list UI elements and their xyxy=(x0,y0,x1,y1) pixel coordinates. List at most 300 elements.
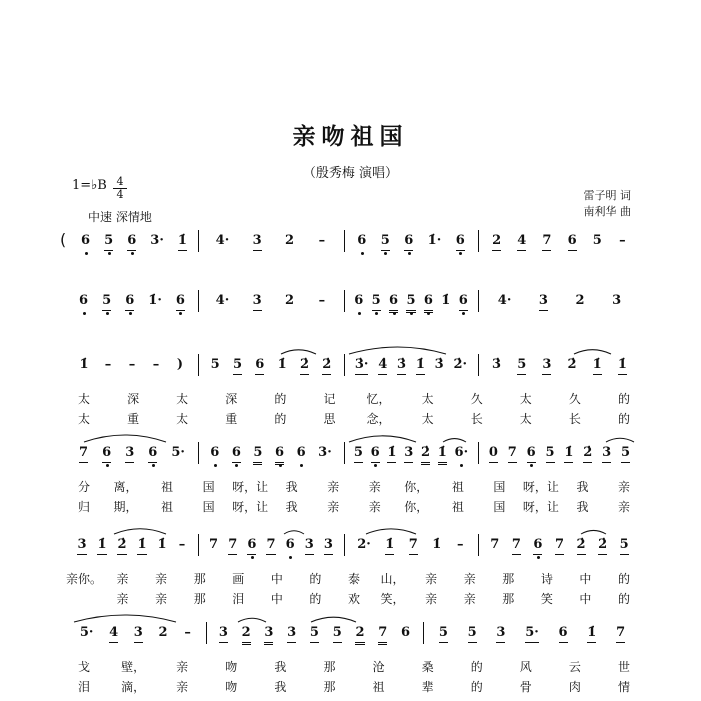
lyric-char: 泪 xyxy=(77,680,91,694)
lyric-char: 深 xyxy=(127,392,140,406)
jianpu-note: 2̇ xyxy=(577,536,586,555)
jianpu-note: 3 xyxy=(219,624,228,643)
slur xyxy=(443,439,466,442)
jianpu-note: – xyxy=(178,537,186,552)
lyric-char: 忆， xyxy=(366,392,391,406)
key-signature: 1=♭B xyxy=(72,178,107,193)
jianpu-note: 5 xyxy=(354,444,363,463)
lyric-char: 亲 xyxy=(327,500,340,514)
lyric-char: 中 xyxy=(270,592,283,606)
measure xyxy=(72,292,192,332)
barline xyxy=(344,442,345,464)
lyric-char: 深 xyxy=(225,392,238,406)
barline xyxy=(198,290,199,312)
jianpu-note: 1̇ xyxy=(387,444,396,463)
tempo-marking: 中速 深情地 xyxy=(88,210,152,224)
jianpu-note: 5 xyxy=(439,624,448,643)
jianpu-note: 6 xyxy=(148,444,157,463)
measure xyxy=(212,624,417,689)
jianpu-note: 1̇ xyxy=(178,232,187,251)
lyric-char: 我 xyxy=(274,660,287,674)
jianpu-note: 6 xyxy=(456,232,465,251)
jianpu-note: 5 xyxy=(333,624,342,643)
slur xyxy=(581,530,606,534)
measure xyxy=(484,444,635,504)
lyric-char: 亲 xyxy=(155,572,168,586)
jianpu-note: 3 xyxy=(404,444,413,463)
barline xyxy=(198,354,199,376)
jianpu-note: – xyxy=(128,357,136,372)
lyric-char: 笑， xyxy=(380,592,405,606)
jianpu-note: 5 xyxy=(253,444,262,465)
lyric-char: 吻 xyxy=(225,660,238,674)
jianpu-note: 5 xyxy=(620,536,629,555)
jianpu-note: 6 xyxy=(371,444,380,463)
lyric-char: 的 xyxy=(617,412,631,426)
slur xyxy=(349,436,416,442)
jianpu-note: 1̇ xyxy=(438,444,447,465)
slur xyxy=(281,350,316,354)
jianpu-note: 1̇ xyxy=(564,444,573,463)
jianpu-note: 3 xyxy=(612,293,622,308)
jianpu-note: 6 xyxy=(81,233,91,248)
lyric-char: 久 xyxy=(568,392,581,406)
lyric-char: 太 xyxy=(77,412,91,426)
song-title: 亲吻祖国 xyxy=(292,124,409,150)
jianpu-note: 6 xyxy=(459,292,468,311)
time-signature-top: 4 xyxy=(116,175,124,188)
measure xyxy=(204,356,338,426)
jianpu-note: 6 xyxy=(559,624,568,643)
jianpu-note: 3 xyxy=(602,444,611,463)
jianpu-note: 3̇ xyxy=(492,357,502,372)
time-signature-bottom: 4 xyxy=(113,188,127,201)
jianpu-note: 3 xyxy=(496,624,505,643)
jianpu-note: 1̇ xyxy=(79,357,89,372)
lyric-char: 祖 xyxy=(161,480,174,494)
score-system xyxy=(66,292,641,332)
jianpu-note: 2̇ xyxy=(117,536,126,555)
barline xyxy=(198,534,199,556)
time-signature xyxy=(113,176,127,201)
jianpu-note: 6 xyxy=(357,233,367,248)
lyric-char: 呀，让 xyxy=(522,480,559,494)
barline xyxy=(198,442,199,464)
lyric-char: 亲 xyxy=(176,660,189,674)
lyric-char: 沧 xyxy=(372,660,385,674)
measure xyxy=(204,292,338,332)
jianpu-note: 6 xyxy=(79,293,89,308)
lyric-char: 国 xyxy=(202,480,215,494)
lyric-char: 我 xyxy=(576,500,589,514)
jianpu-note: 3 xyxy=(134,624,143,643)
lyric-char: 呀，让 xyxy=(232,500,269,514)
jianpu-note: 2 xyxy=(158,625,168,640)
jianpu-note: 5 xyxy=(517,356,526,375)
lyric-char: 亲 xyxy=(617,480,631,494)
lyric-char: 欢 xyxy=(347,592,361,606)
jianpu-note: 3 xyxy=(305,536,314,555)
lyric-char: 念， xyxy=(366,412,391,426)
jianpu-note: 2̇ xyxy=(300,356,309,375)
repeat-paren-open: ( xyxy=(60,230,67,249)
jianpu-note: 1̇ xyxy=(593,356,602,375)
lyric-char: 骨 xyxy=(519,680,532,694)
jianpu-note: 6 xyxy=(296,445,306,460)
slur xyxy=(114,529,166,534)
lyric-char: 亲 xyxy=(155,592,168,606)
lyric-char: 亲 xyxy=(425,592,438,606)
jianpu-note: 6· xyxy=(454,445,469,460)
lyric-char: 我 xyxy=(576,480,589,494)
jianpu-note: – xyxy=(104,357,112,372)
jianpu-note: 7 xyxy=(512,536,521,555)
jianpu-note: 7 xyxy=(79,444,88,463)
jianpu-note: 6 xyxy=(404,232,413,251)
jianpu-note: 6 xyxy=(102,444,111,463)
jianpu-note: – xyxy=(184,625,191,640)
jianpu-note: 5 xyxy=(102,292,111,311)
lyric-char: 肉 xyxy=(568,680,581,694)
lyric-char: 戈 xyxy=(77,660,91,674)
jianpu-note: 6 xyxy=(400,625,411,640)
lyric-char: 亲 xyxy=(116,592,129,606)
jianpu-note: 5 xyxy=(468,624,477,643)
lyric-char: 中 xyxy=(579,592,592,606)
jianpu-note: 7 xyxy=(508,444,517,463)
slur xyxy=(366,529,416,534)
jianpu-note: 4· xyxy=(215,293,230,308)
jianpu-note: 1̇ xyxy=(277,357,287,372)
jianpu-note: 1̇· xyxy=(148,293,162,308)
lyric-char: 我 xyxy=(285,480,298,494)
jianpu-note: 5 xyxy=(310,624,319,643)
measure xyxy=(204,232,338,272)
jianpu-note: – xyxy=(152,357,160,372)
jianpu-note: 7 xyxy=(378,624,387,645)
lyric-char: 亲 xyxy=(425,572,438,586)
lyric-char: 祖 xyxy=(161,500,174,514)
jianpu-note: 3 xyxy=(253,232,262,251)
lyric-char: 重 xyxy=(225,412,238,426)
lyric-char: 太 xyxy=(421,392,434,406)
jianpu-note: 6 xyxy=(210,445,220,460)
measure xyxy=(484,292,635,332)
lyric-char: 太 xyxy=(421,412,434,426)
slur xyxy=(349,347,446,354)
lyric-char: 的 xyxy=(274,412,287,426)
barline xyxy=(344,534,345,556)
jianpu-note: 6 xyxy=(275,444,284,465)
jianpu-note: 3 xyxy=(324,536,333,555)
jianpu-note: 1̇ xyxy=(157,537,167,552)
jianpu-note: 3 xyxy=(539,292,548,311)
lyric-char: 亲 xyxy=(327,480,340,494)
jianpu-note: 1̇ xyxy=(432,537,442,552)
lyric-char: 亲 xyxy=(368,480,381,494)
lyric-char: 亲 xyxy=(176,680,189,694)
jianpu-note: – xyxy=(318,293,326,308)
lyric-char: 的 xyxy=(617,572,631,586)
lyric-char: 你， xyxy=(404,480,429,494)
slur xyxy=(238,618,266,622)
jianpu-note: 5 xyxy=(546,444,555,463)
jianpu-note: 5 xyxy=(406,292,415,313)
lyric-char: 画 xyxy=(232,572,245,586)
jianpu-note: 5 xyxy=(372,292,381,311)
lyric-char: 中 xyxy=(579,572,592,586)
score-system xyxy=(66,624,641,694)
jianpu-note: 3̇ xyxy=(397,356,406,375)
measure xyxy=(74,232,194,272)
jianpu-note: 6 xyxy=(176,292,185,311)
lyric-char: 山， xyxy=(380,572,405,586)
jianpu-note: – xyxy=(619,233,626,248)
barline xyxy=(206,622,207,644)
jianpu-note: 6 xyxy=(127,232,136,251)
jianpu-note: 1̇ xyxy=(97,536,106,555)
barline xyxy=(478,354,479,376)
lyric-char: 太 xyxy=(176,392,189,406)
jianpu-note: 6 xyxy=(533,536,542,555)
jianpu-note: 5· xyxy=(171,445,185,460)
lyric-char: 那 xyxy=(502,572,515,586)
lyric-char: 的 xyxy=(470,660,483,674)
jianpu-note: 1̇ xyxy=(618,356,627,375)
lyric-char: 国 xyxy=(493,480,506,494)
lyric-char: 桑 xyxy=(421,660,434,674)
lyric-char: 风 xyxy=(519,660,532,674)
barline xyxy=(344,354,345,376)
jianpu-note: 2 xyxy=(575,293,585,308)
lyric-char: 的 xyxy=(617,392,631,406)
measure xyxy=(350,444,472,504)
jianpu-note: 3 xyxy=(125,444,134,463)
measure xyxy=(347,536,472,606)
jianpu-note: 2̇ xyxy=(322,356,331,375)
slur xyxy=(574,350,611,354)
lyric-char: 亲 xyxy=(116,572,129,586)
lyric-char: 的 xyxy=(309,572,322,586)
jianpu-note: 7 xyxy=(209,537,219,552)
lyric-char: 的 xyxy=(470,680,483,694)
jianpu-note: 3̇ xyxy=(434,357,444,372)
jianpu-note: 3 xyxy=(264,624,273,645)
jianpu-note: 7 xyxy=(616,624,625,643)
measure xyxy=(350,292,472,332)
lyric-char: 长 xyxy=(568,412,581,426)
barline xyxy=(478,230,479,252)
jianpu-note: 6 xyxy=(255,356,264,375)
jianpu-note: 6 xyxy=(527,444,536,463)
jianpu-note: 3 xyxy=(253,292,262,311)
barline xyxy=(478,290,479,312)
jianpu-note: 2̇ xyxy=(583,444,592,463)
jianpu-note: 7 xyxy=(542,232,551,251)
lyric-char: 滴， xyxy=(121,680,146,694)
jianpu-note: 6 xyxy=(389,292,398,313)
jianpu-note: 3 xyxy=(542,356,551,375)
song-subtitle: （殷秀梅 演唱） xyxy=(302,166,399,181)
lyric-char: 太 xyxy=(77,392,91,406)
jianpu-note: 7 xyxy=(409,536,418,555)
jianpu-note: 1̇· xyxy=(427,233,442,248)
score-system xyxy=(66,536,641,606)
jianpu-note: 6 xyxy=(285,537,295,552)
lyric-char: 呀，让 xyxy=(522,500,559,514)
barline xyxy=(423,622,424,644)
jianpu-note: – xyxy=(318,233,326,248)
jianpu-note: 3 xyxy=(287,624,296,643)
jianpu-note: 7 xyxy=(228,536,237,555)
lyric-char: 太 xyxy=(519,412,532,426)
jianpu-note: 2̇ xyxy=(421,444,430,465)
jianpu-note: 3 xyxy=(77,536,86,555)
lyric-char: 我 xyxy=(274,680,287,694)
lyric-char: 期， xyxy=(113,500,138,514)
lyric-char: 记 xyxy=(323,392,336,406)
lyric-char: 国 xyxy=(493,500,506,514)
jianpu-note: 1̇ xyxy=(587,624,596,643)
jianpu-note: 2 xyxy=(492,232,501,251)
lyric-char: 太 xyxy=(176,412,189,426)
lyric-char: 太 xyxy=(519,392,532,406)
lyric-char: 那 xyxy=(193,572,206,586)
lyric-char: 那 xyxy=(502,592,515,606)
lyric-char: 云 xyxy=(568,660,581,674)
lyric-char: 那 xyxy=(193,592,206,606)
jianpu-note: 2̇· xyxy=(453,357,468,372)
lyric-char: 祖 xyxy=(451,500,464,514)
jianpu-note: 5 xyxy=(210,357,220,372)
jianpu-note: 2 xyxy=(284,293,294,308)
jianpu-note: 6 xyxy=(568,232,577,251)
lyric-char: 国 xyxy=(202,500,215,514)
jianpu-note: 5· xyxy=(525,624,539,643)
jianpu-note: 4 xyxy=(517,232,526,251)
jianpu-note: 3· xyxy=(318,445,332,460)
jianpu-note: 4 xyxy=(109,624,118,643)
jianpu-note: 6 xyxy=(354,293,364,308)
lyric-char: 亲 xyxy=(463,592,476,606)
jianpu-note: 5· xyxy=(79,625,94,640)
lyric-char: 泰 xyxy=(347,572,361,586)
composer-credit: 南利华 曲 xyxy=(583,205,631,218)
jianpu-note: 2̇ xyxy=(567,357,577,372)
slur xyxy=(606,438,634,442)
barline xyxy=(344,290,345,312)
lyric-char: 中 xyxy=(270,572,283,586)
jianpu-note: 1̇ xyxy=(137,536,146,555)
jianpu-note: 2 xyxy=(355,624,364,645)
lyric-char: 呀，让 xyxy=(232,480,269,494)
lyric-char: 的 xyxy=(617,592,631,606)
score-system xyxy=(60,230,641,272)
lyric-char: 亲 xyxy=(368,500,381,514)
jianpu-note: 4· xyxy=(215,233,230,248)
lyric-char: 壁， xyxy=(121,660,146,674)
lyric-char: 世 xyxy=(617,660,631,674)
jianpu-note: 3̇· xyxy=(355,356,369,375)
lyric-char: 归 xyxy=(77,500,91,514)
slur xyxy=(311,617,356,622)
score-system xyxy=(66,444,641,514)
jianpu-note: 7 xyxy=(490,537,500,552)
jianpu-note: 5 xyxy=(621,444,630,463)
measure xyxy=(484,356,635,426)
lyric-char: 吻 xyxy=(225,680,238,694)
lyric-char: 祖 xyxy=(372,680,385,694)
lyric-char: 久 xyxy=(470,392,483,406)
jianpu-note: 1̇ xyxy=(441,293,451,308)
jianpu-note: 2̇ xyxy=(598,536,607,555)
jianpu-note: 7 xyxy=(555,536,564,555)
jianpu-note: 5 xyxy=(233,356,242,375)
lyric-char: 我 xyxy=(285,500,298,514)
barline xyxy=(198,230,199,252)
jianpu-note: 1̇ xyxy=(385,536,394,555)
jianpu-note: ) xyxy=(176,357,184,372)
lyric-char: 那 xyxy=(323,660,336,674)
jianpu-note: 5 xyxy=(104,232,113,251)
measure xyxy=(204,444,338,504)
jianpu-note: 3· xyxy=(150,233,164,248)
jianpu-note: 4· xyxy=(497,293,512,308)
jianpu-note: 6 xyxy=(125,292,134,311)
slur xyxy=(74,615,176,622)
lyric-char: 的 xyxy=(274,392,287,406)
lyric-char: 思 xyxy=(323,412,336,426)
lyric-char: 离， xyxy=(113,480,138,494)
lyric-char: 你， xyxy=(404,500,429,514)
lyric-char: 笑 xyxy=(540,592,553,606)
lyric-char: 亲你。 xyxy=(65,572,103,586)
jianpu-note: – xyxy=(457,537,464,552)
jianpu-note: 7 xyxy=(266,536,275,555)
jianpu-note: 5 xyxy=(592,233,602,248)
jianpu-note: 1̇ xyxy=(416,356,425,375)
score-system xyxy=(66,356,641,426)
measure xyxy=(429,624,635,689)
lyric-char: 泪 xyxy=(232,592,245,606)
jianpu-note: 6 xyxy=(247,536,256,555)
jianpu-note: 4̇ xyxy=(378,356,387,375)
jianpu-note: 0 xyxy=(489,444,498,463)
lyric-char: 那 xyxy=(323,680,336,694)
jianpu-note: 2 xyxy=(284,233,294,248)
barline xyxy=(344,230,345,252)
jianpu-note: 6 xyxy=(424,292,433,313)
lyric-char: 分 xyxy=(77,480,91,494)
measure xyxy=(350,232,472,272)
slur xyxy=(84,435,166,442)
measure xyxy=(484,232,635,272)
slur xyxy=(284,531,304,534)
lyric-char: 的 xyxy=(309,592,322,606)
lyric-char: 情 xyxy=(617,680,631,694)
lyric-char: 亲 xyxy=(617,500,631,514)
jianpu-note: 6 xyxy=(232,444,241,463)
lyric-char: 祖 xyxy=(451,480,464,494)
lyric-char: 诗 xyxy=(540,572,553,586)
lyric-char: 长 xyxy=(470,412,483,426)
jianpu-note: 2· xyxy=(357,537,371,552)
barline xyxy=(478,534,479,556)
measure xyxy=(72,444,192,504)
lyric-char: 亲 xyxy=(463,572,476,586)
lyricist-credit: 雷子明 词 xyxy=(583,189,631,202)
barline xyxy=(478,442,479,464)
